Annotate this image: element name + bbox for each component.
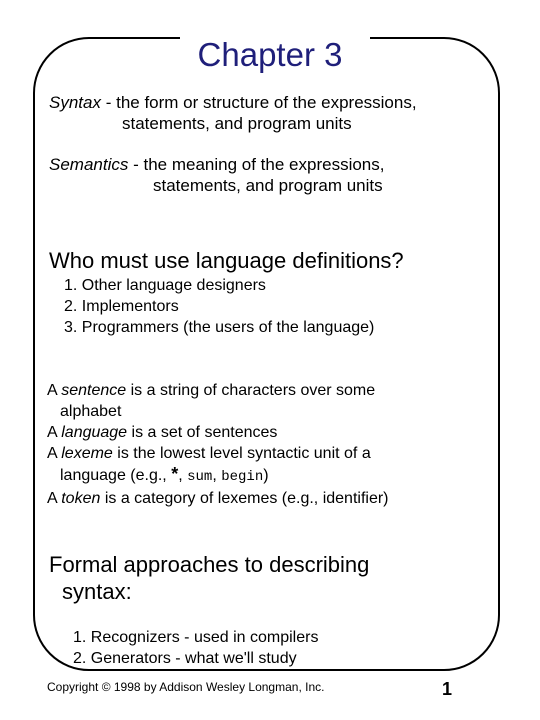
formal-line-1: Formal approaches to describing <box>49 552 370 577</box>
separator: , <box>178 467 188 484</box>
who-heading: Who must use language definitions? <box>49 248 404 273</box>
language-definition <box>47 422 497 443</box>
semantics-line-1: - the meaning of the expressions, <box>133 155 385 174</box>
page-number: 1 <box>442 679 453 699</box>
copyright: Copyright © 1998 by Addison Wesley Longman, Inc. <box>47 680 325 694</box>
semantics-term: Semantics <box>49 155 129 174</box>
who-list-item: 2. Implementors <box>64 298 179 315</box>
syntax-definition <box>49 92 499 134</box>
lexeme-cont <box>47 464 497 488</box>
lexeme-term: lexeme <box>61 445 113 462</box>
slide-title: Chapter 3 <box>197 36 343 73</box>
who-list <box>64 275 374 338</box>
lexeme-definition <box>47 443 497 464</box>
lexeme-text: is the lowest level syntactic unit of a <box>112 445 371 462</box>
lexeme-cont-post: ) <box>263 467 269 484</box>
article: A <box>47 424 62 441</box>
article: A <box>47 490 62 507</box>
token-definition <box>47 488 497 509</box>
language-term: language <box>61 424 128 441</box>
sentence-cont: alphabet <box>60 403 122 420</box>
separator: , <box>212 467 222 484</box>
syntax-term: Syntax <box>49 93 101 112</box>
sentence-term: sentence <box>61 382 127 399</box>
semantics-line-2: statements, and program units <box>153 176 383 195</box>
semantics-definition <box>49 154 499 196</box>
who-list-item: 3. Programmers (the users of the language) <box>64 319 375 336</box>
article: A <box>47 382 62 399</box>
star-symbol: * <box>171 464 179 484</box>
token-text: is a category of lexemes (e.g., identifier) <box>100 490 389 507</box>
syntax-line-1: - the form or structure of the expressions, <box>105 93 417 112</box>
formal-line-2: syntax: <box>62 579 132 604</box>
syntax-line-2: statements, and program units <box>122 114 352 133</box>
formal-list-item: 2. Generators - what we'll study <box>73 650 297 667</box>
token-term: token <box>61 490 101 507</box>
begin-code: begin <box>221 469 264 485</box>
sentence-text: is a string of characters over some <box>126 382 376 399</box>
sentence-definition <box>47 380 497 401</box>
language-text: is a set of sentences <box>127 424 278 441</box>
formal-heading <box>49 551 369 605</box>
who-list-item: 1. Other language designers <box>64 277 266 294</box>
formal-list-item: 1. Recognizers - used in compilers <box>73 629 319 646</box>
terms-block <box>47 380 497 509</box>
sum-code: sum <box>187 469 213 485</box>
lexeme-cont-pre: language (e.g., <box>60 467 172 484</box>
article: A <box>47 445 62 462</box>
formal-list <box>73 627 318 669</box>
